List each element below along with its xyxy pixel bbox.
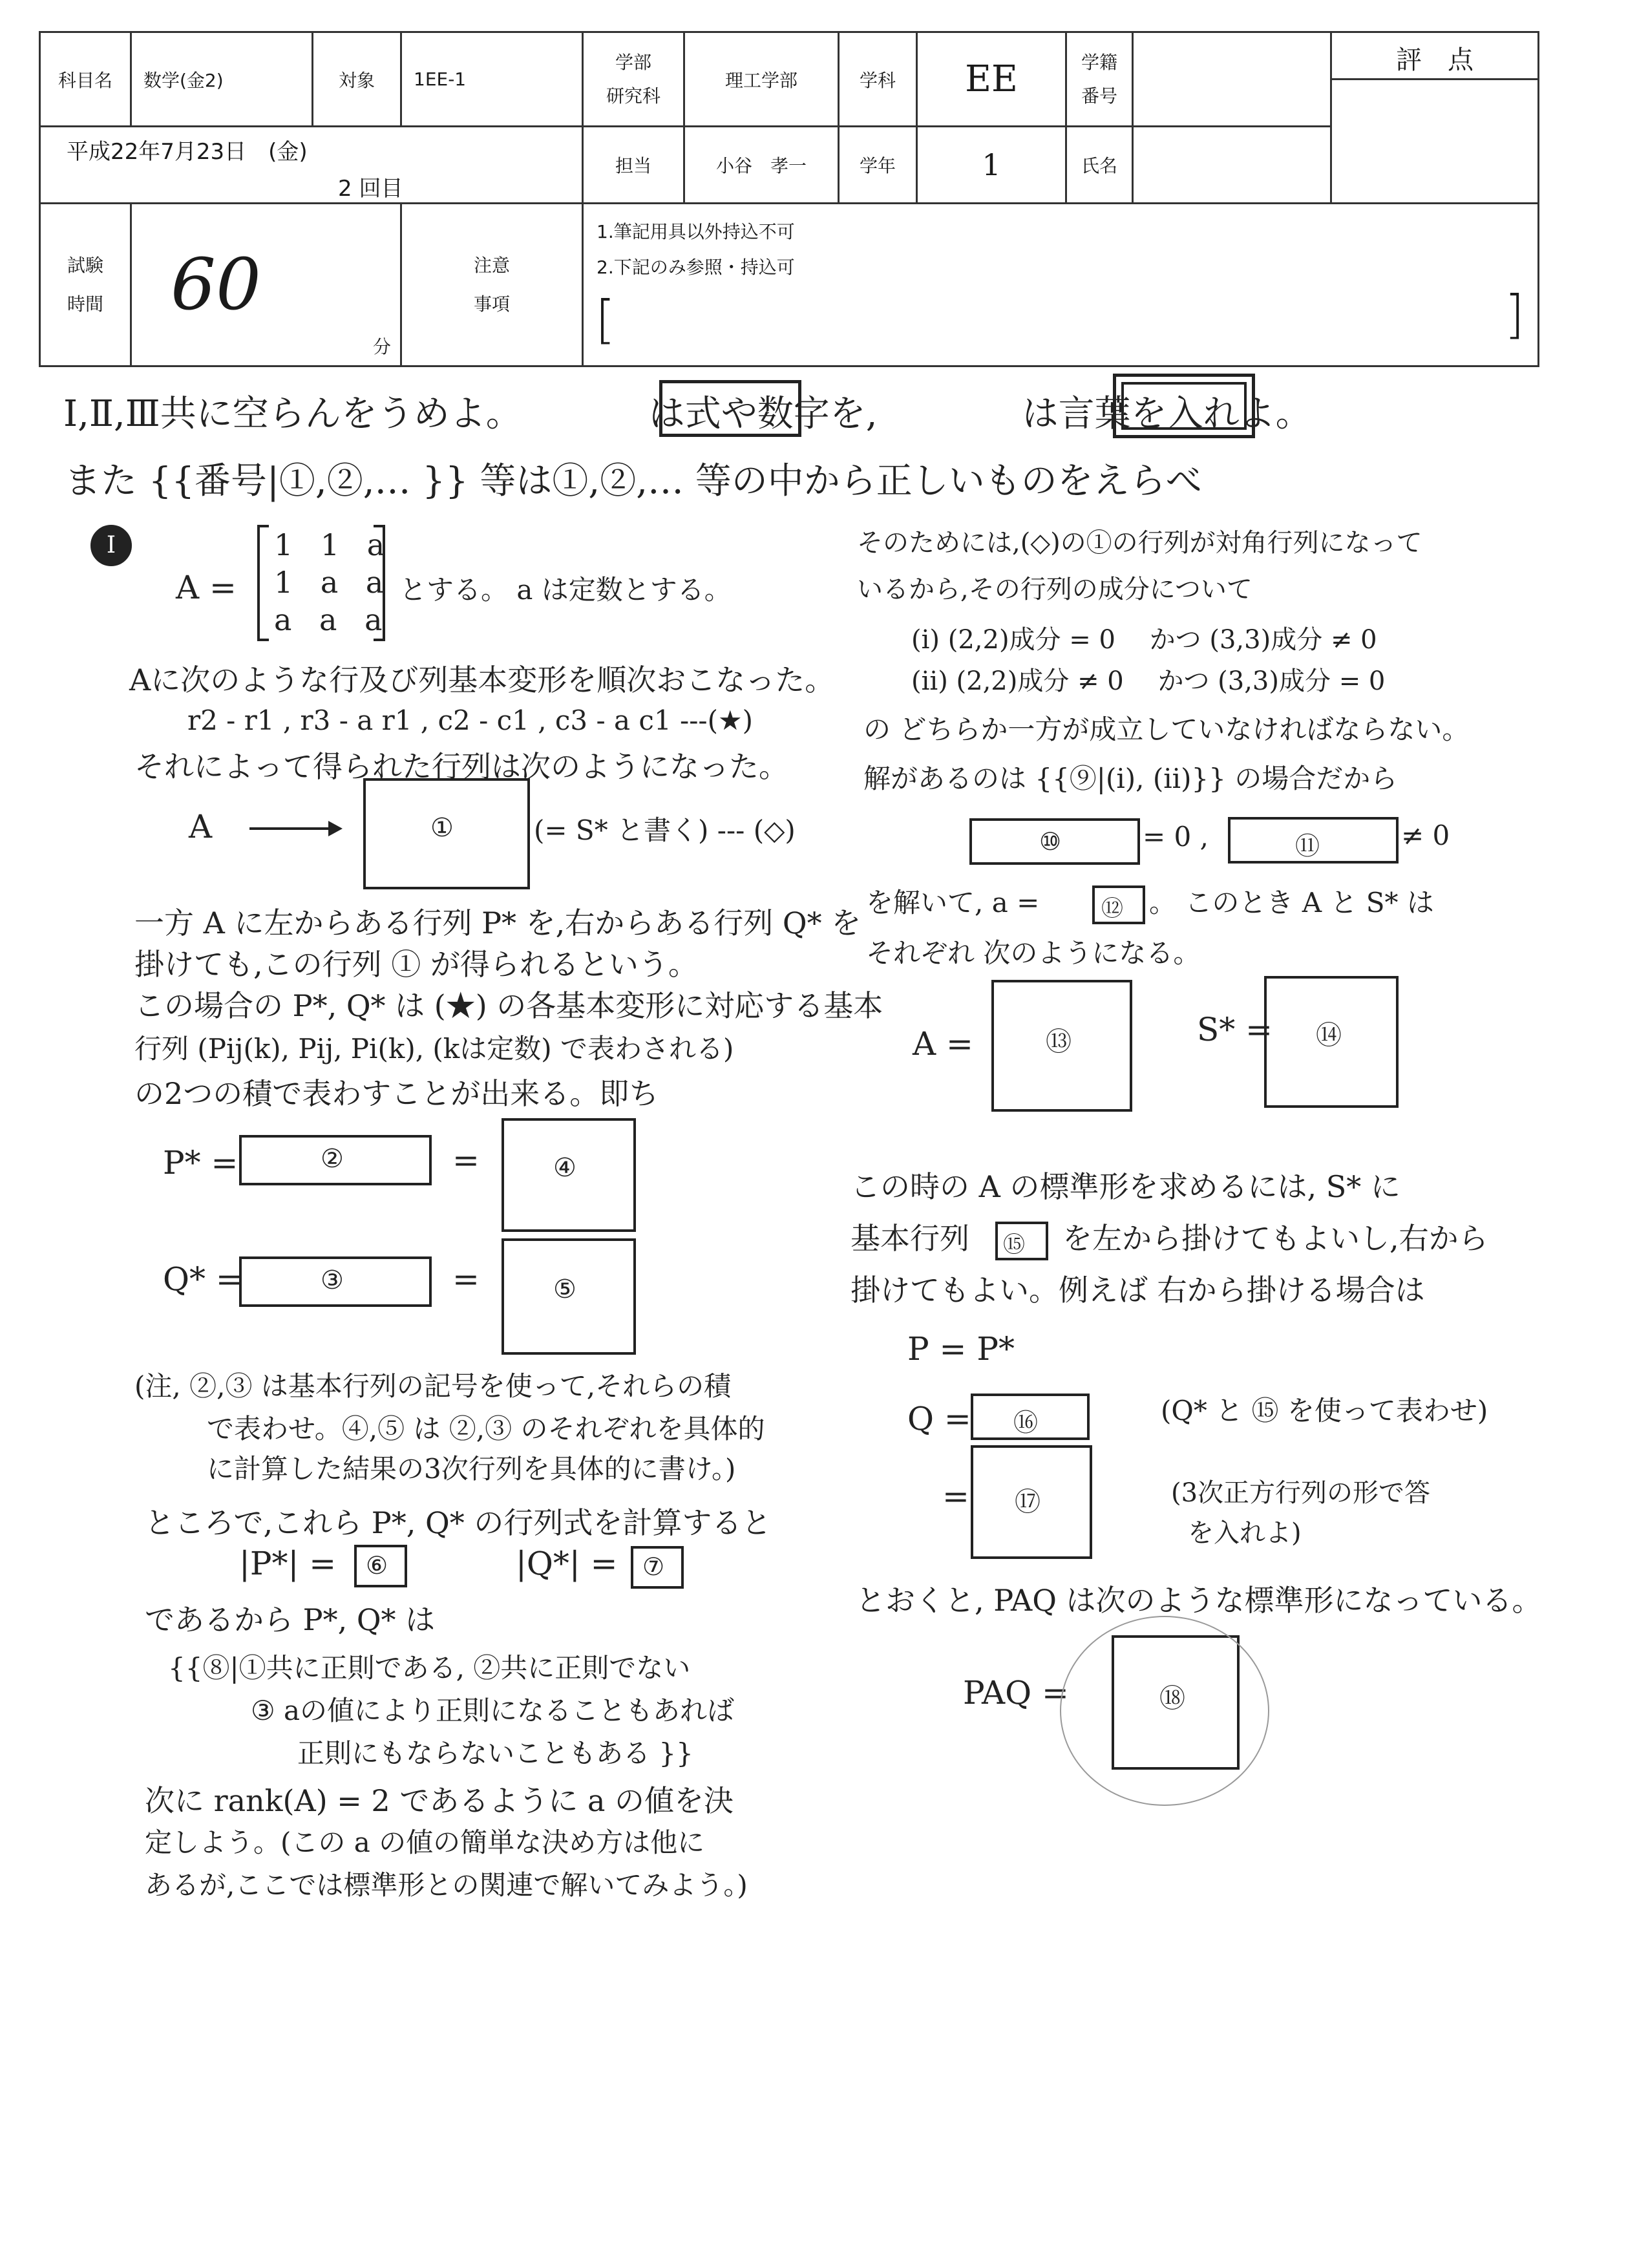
exam-time-cell: [131, 204, 401, 366]
notes-label: 注意 事項: [401, 204, 583, 366]
intro-line-2: また {{番号|①,②,… }} 等は①,②,… 等の中から正しいものをえらべ: [65, 460, 1202, 502]
answer-box-2-label: ②: [321, 1144, 344, 1174]
left-line-7: 行列 (Pij(k), Pij, Pi(k), (kは定数) で表わされる): [134, 1033, 734, 1065]
answer-box-11[interactable]: [1228, 817, 1399, 864]
answer-box-12-label: ⑫: [1101, 896, 1123, 922]
matrix-a: [257, 525, 394, 641]
answer-box-17[interactable]: [971, 1445, 1092, 1559]
answer-box-18-label: ⑱: [1159, 1684, 1185, 1713]
note-1: 1.筆記用具以外持込不可: [597, 221, 795, 242]
box-17-note-line-1: (3次正方行列の形で答: [1171, 1478, 1431, 1508]
neq-zero: ≠ 0: [1401, 820, 1450, 851]
answer-box-2[interactable]: [239, 1135, 432, 1185]
det-q-label: |Q*| =: [516, 1545, 618, 1582]
exam-time-label: 試験 時間: [40, 204, 131, 366]
answer-box-3[interactable]: [239, 1256, 432, 1307]
answer-box-14-label: ⑭: [1316, 1021, 1342, 1050]
section-number: Ⅰ: [90, 525, 132, 566]
answer-box-5[interactable]: [502, 1238, 636, 1355]
answer-box-6-label: ⑥: [366, 1551, 388, 1580]
name-field[interactable]: [1133, 127, 1331, 204]
pencil-circle-mark: [1060, 1616, 1269, 1806]
session-number: 2 回目: [338, 176, 403, 202]
p-star-label: P* =: [163, 1144, 238, 1182]
department-label: 学科: [839, 32, 917, 127]
right-line-12: とおくと, PAQ は次のような標準形になっている。: [856, 1583, 1542, 1618]
answer-box-1[interactable]: [363, 778, 530, 889]
answer-box-12[interactable]: [1092, 885, 1145, 924]
answer-box-4-label: ④: [553, 1153, 576, 1183]
answer-box-15[interactable]: [995, 1222, 1048, 1260]
right-line-5: の どちらか一方が成立していなければならない。: [863, 714, 1470, 745]
score-field[interactable]: [1332, 80, 1537, 196]
p-equals-p-star: P = P*: [907, 1330, 1015, 1368]
choice-line-2: ③ aの値により正則になることもあれば: [251, 1695, 735, 1726]
right-line-10b: を左から掛けてもよいし,右から: [1062, 1221, 1488, 1256]
intro-line-1: Ⅰ,Ⅱ,Ⅲ共に空らんをうめよ。 は式や数字を, は言葉を入れよ。: [63, 393, 1312, 435]
a-result-label: A =: [913, 1025, 973, 1063]
matrix-a-label: A =: [176, 569, 237, 606]
note-close-bracket: ]: [1504, 284, 1525, 344]
note-open-bracket: [: [595, 290, 616, 350]
right-line-10: 基本行列: [850, 1221, 969, 1256]
answer-box-16[interactable]: [971, 1394, 1090, 1440]
answer-box-14[interactable]: [1264, 976, 1399, 1108]
department-value: EE: [917, 32, 1066, 127]
answer-box-1-label: ①: [430, 813, 454, 843]
left-line-11: 次に rank(A) = 2 であるように a の値を決: [145, 1783, 734, 1818]
subject-label: 科目名: [40, 32, 131, 127]
answer-box-11-label: ⑪: [1295, 832, 1320, 860]
left-line-12: 定しよう。(この a の値の簡単な決め方は他に: [145, 1827, 705, 1858]
answer-box-17-label: ⑰: [1015, 1487, 1041, 1517]
arrow-source-a: A: [189, 808, 213, 845]
note-line-2: で表わせ。④,⑤ は ②,③ のそれぞれを具体的: [207, 1413, 765, 1445]
left-line-2: r2 - r1 , r3 - a r1 , c2 - c1 , c3 - a c1 ---(★): [187, 705, 754, 736]
matrix-a-row-1: 1 1 a: [274, 527, 394, 562]
matrix-a-row-2: 1 a a: [274, 565, 393, 600]
right-line-7b: 。 このとき A と S* は: [1149, 887, 1434, 918]
answer-box-13-label: ⑬: [1046, 1027, 1072, 1057]
teacher-name: 小谷 孝一: [684, 127, 839, 204]
year-label: 学年: [839, 127, 917, 204]
name-label: 氏名: [1066, 127, 1133, 204]
right-line-11: 掛けてもよい。例えば 右から掛ける場合は: [850, 1273, 1425, 1308]
student-number-field[interactable]: [1133, 32, 1331, 127]
right-line-6: 解があるのは {{⑨|(i), (ii)}} の場合だから: [863, 763, 1398, 794]
left-line-8: の2つの積で表わすことが出来る。即ち: [134, 1076, 659, 1111]
note-2: 2.下記のみ参照・持込可: [597, 257, 795, 278]
q-equals-sign: =: [942, 1478, 969, 1515]
matrix-a-note: とする。 a は定数とする。: [399, 574, 732, 606]
paq-label: PAQ =: [963, 1674, 1069, 1712]
arrow-icon: [249, 827, 340, 830]
note-line-3: に計算した結果の3次行列を具体的に書け。): [207, 1453, 736, 1485]
left-line-1: Aに次のような行及び列基本変形を順次おこなった。: [129, 662, 835, 697]
exam-date: 平成22年7月23日 (金): [67, 139, 308, 165]
exam-time-value: 60: [171, 243, 261, 326]
left-line-6: この場合の P*, Q* は (★) の各基本変形に対応する基本: [134, 988, 883, 1023]
matrix-a-row-3: a a a: [274, 602, 392, 637]
student-number-label: 学籍 番号: [1066, 32, 1133, 127]
choice-line-1: {{⑧|①共に正則である, ②共に正則でない: [168, 1652, 691, 1684]
right-line-9: この時の A の標準形を求めるには, S* に: [850, 1169, 1400, 1204]
right-line-4: (ii) (2,2)成分 ≠ 0 かつ (3,3)成分 = 0: [911, 666, 1386, 696]
answer-box-sample-word: [1113, 374, 1255, 438]
right-line-7: を解いて, a =: [866, 887, 1040, 918]
subject-value: 数学(金2): [131, 32, 313, 127]
box-17-note-line-2: を入れよ): [1188, 1518, 1302, 1548]
right-line-3: (i) (2,2)成分 = 0 かつ (3,3)成分 ≠ 0: [911, 625, 1377, 655]
notes-cell: [583, 204, 1539, 366]
answer-box-4[interactable]: [502, 1118, 636, 1232]
faculty-value: 理工学部: [684, 32, 839, 127]
section-marker: [90, 525, 132, 566]
choice-line-3: 正則にもならないこともある }}: [297, 1737, 693, 1769]
answer-box-sample-formula: [659, 380, 801, 437]
answer-box-5-label: ⑤: [553, 1275, 576, 1304]
right-line-8: それぞれ 次のようになる。: [866, 937, 1201, 969]
q-result-label: Q =: [907, 1400, 971, 1437]
answer-box-7-label: ⑦: [642, 1553, 665, 1581]
note-line-1: (注, ②,③ は基本行列の記号を使って,それらの積: [134, 1370, 732, 1402]
exam-date-cell: [40, 127, 583, 204]
answer-box-10-label: ⑩: [1039, 827, 1062, 856]
s-star-label: S* =: [1197, 1011, 1273, 1048]
answer-box-15-label: ⑮: [1003, 1232, 1025, 1258]
left-line-9: ところで,これら P*, Q* の行列式を計算すると: [145, 1505, 772, 1540]
q-star-label: Q* =: [163, 1260, 243, 1298]
score-label: 評 点: [1332, 33, 1537, 80]
box-16-note: (Q* と ⑮ を使って表わせ): [1161, 1395, 1488, 1426]
left-line-3: それによって得られた行列は次のようになった。: [134, 749, 788, 784]
q-equals-sign: =: [452, 1260, 480, 1298]
answer-box-16-label: ⑯: [1013, 1408, 1039, 1437]
answer-box-13[interactable]: [991, 980, 1132, 1112]
right-line-1: そのためには,(◇)の①の行列が対角行列になって: [857, 528, 1422, 558]
left-line-13: あるが,ここでは標準形との関連で解いてみよう。): [145, 1869, 748, 1901]
exam-time-unit: 分: [372, 336, 391, 357]
answer-box-7[interactable]: [631, 1546, 684, 1589]
faculty-label: 学部 研究科: [583, 32, 684, 127]
teacher-label: 担当: [583, 127, 684, 204]
target-value: 1EE-1: [401, 32, 583, 127]
p-equals-sign: =: [452, 1141, 480, 1179]
target-label: 対象: [313, 32, 401, 127]
score-cell: [1331, 32, 1539, 204]
answer-box-6[interactable]: [354, 1545, 407, 1587]
answer-box-10[interactable]: [969, 818, 1140, 865]
exam-header-table: [39, 31, 1539, 367]
left-line-4: 一方 A に左からある行列 P* を,右からある行列 Q* を: [134, 906, 861, 940]
box-1-note: (= S* と書く) --- (◇): [534, 814, 796, 846]
right-line-2: いるから,その行列の成分について: [857, 575, 1252, 604]
eq-zero: = 0 ,: [1143, 821, 1209, 853]
answer-box-3-label: ③: [321, 1266, 344, 1295]
year-value: 1: [917, 127, 1066, 204]
left-line-5: 掛けても,この行列 ① が得られるという。: [134, 947, 698, 982]
det-p-label: |P*| =: [239, 1545, 337, 1582]
left-line-10: であるから P*, Q* は: [145, 1602, 436, 1637]
